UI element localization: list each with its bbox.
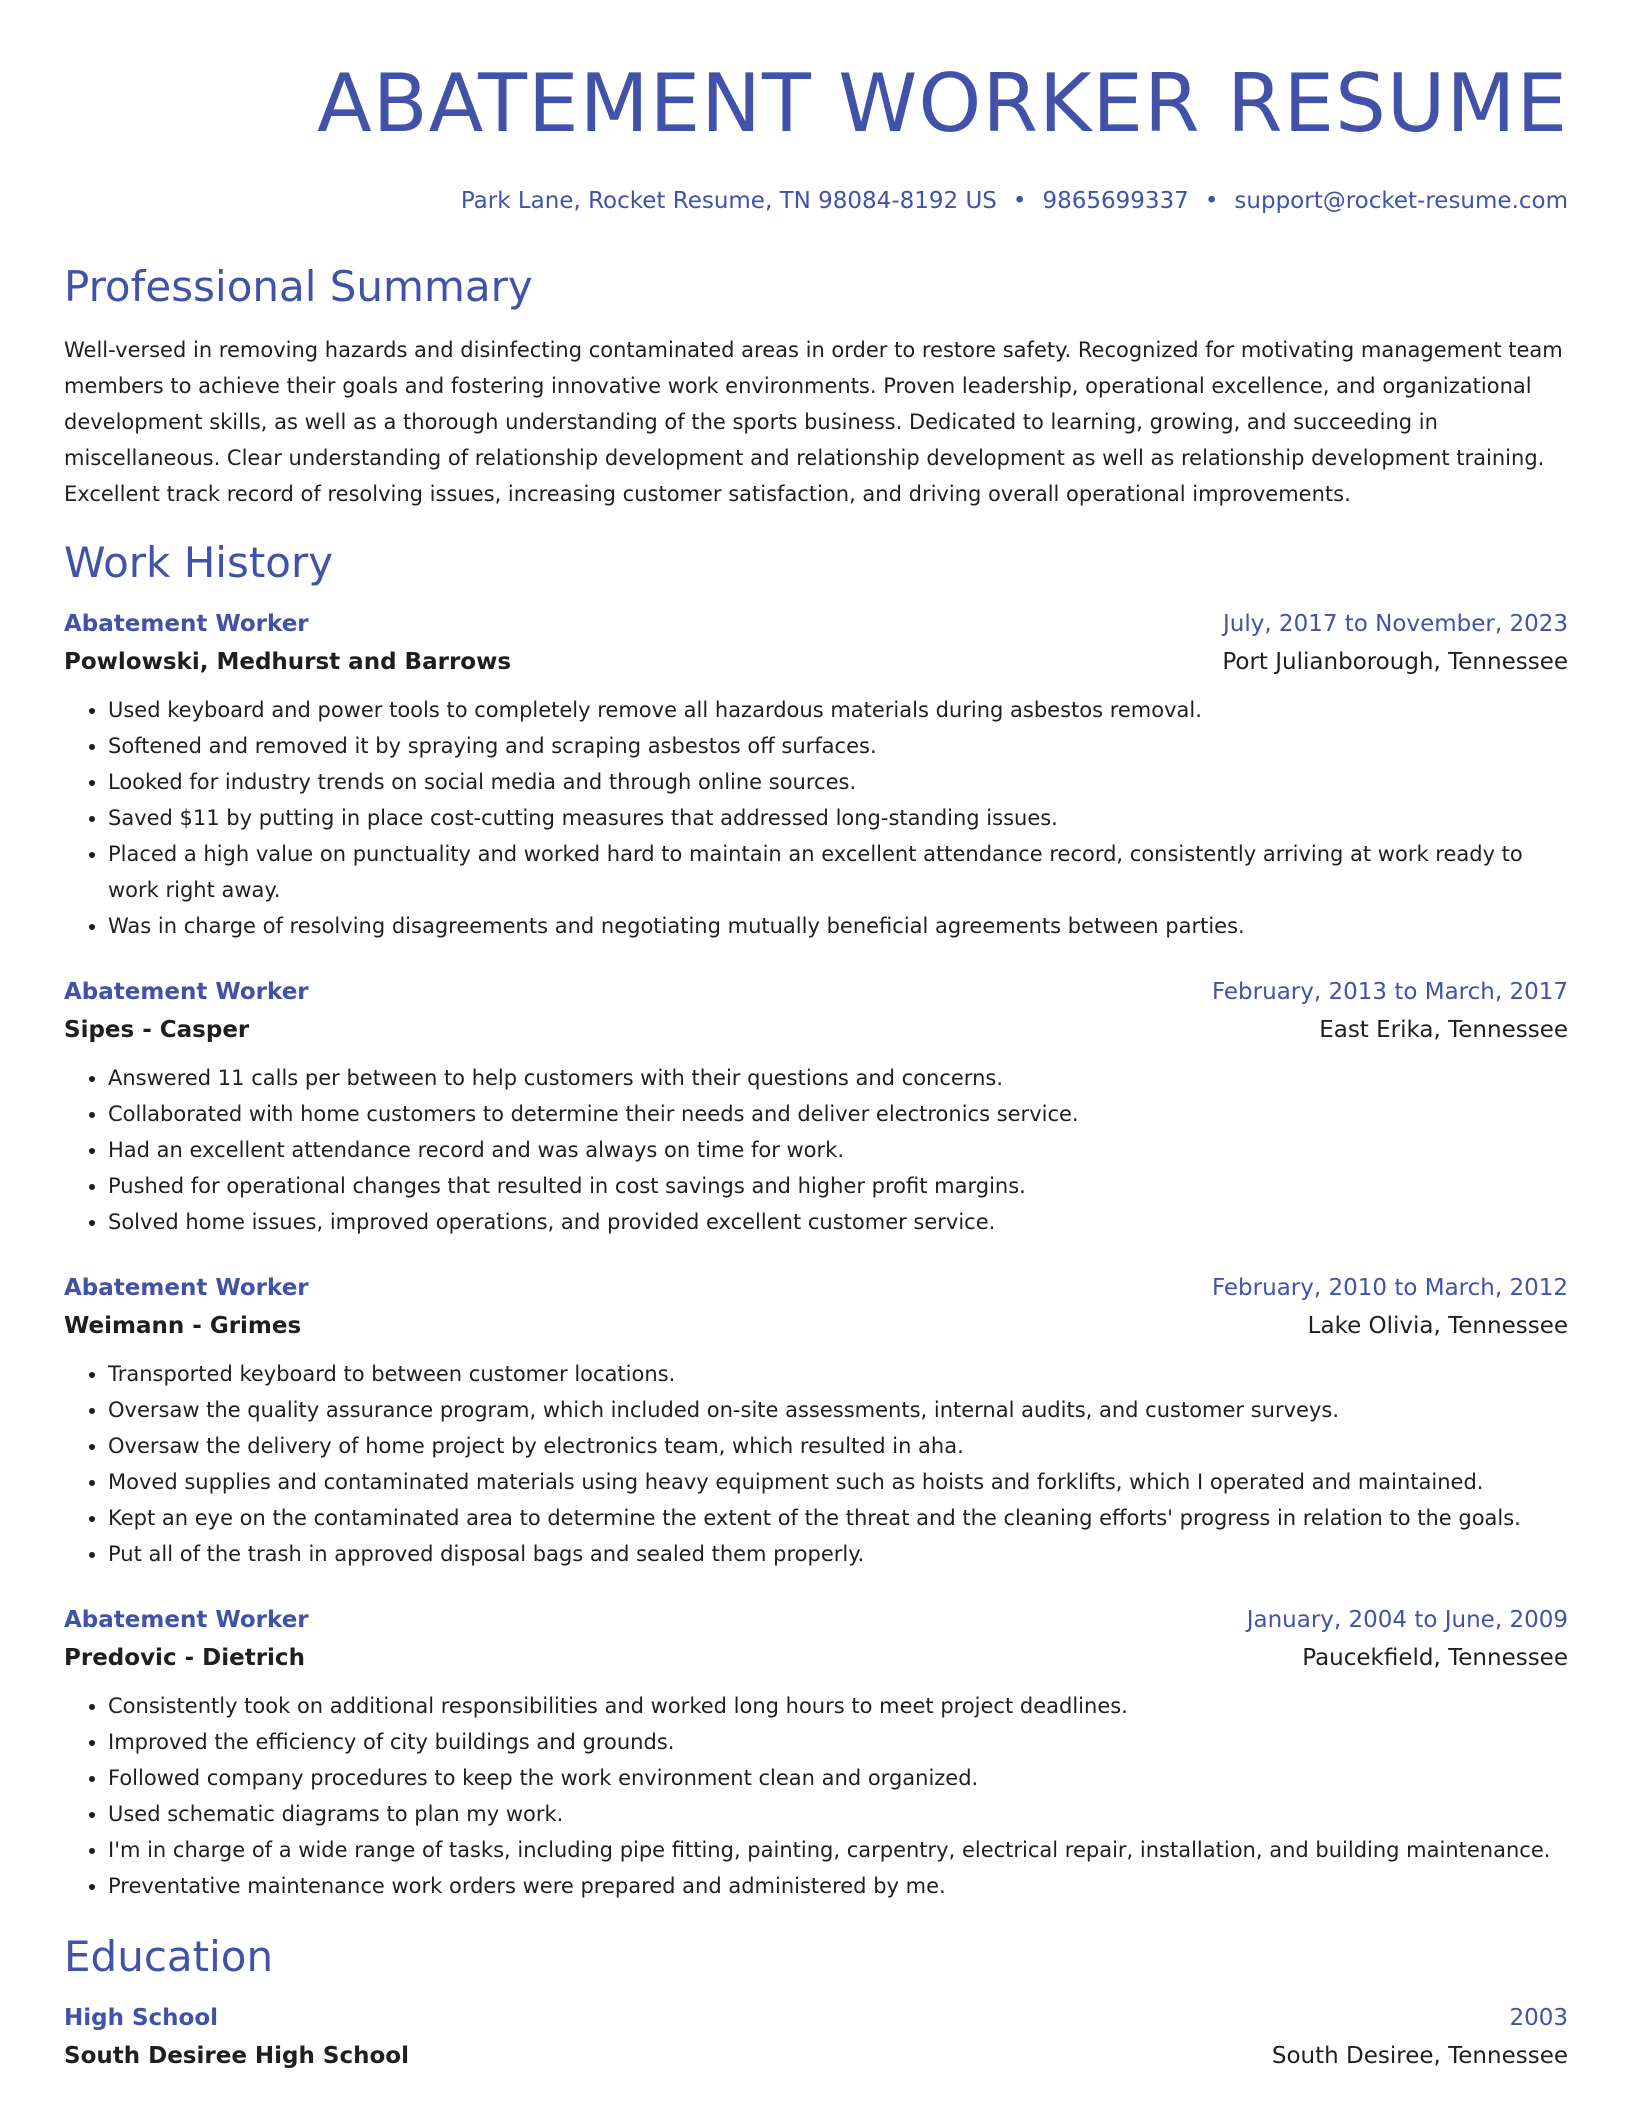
job-bullet: • Solved home issues, improved operations, and provided excellent customer service. — [108, 1204, 1568, 1240]
summary-text: Well-versed in removing hazards and disinfecting contaminated areas in order to restore safety. Recognized for motivating management team members to achieve their goals and fostering innovative work environments. Proven leadership, operational excellence, and organizational development skills, as well as a thorough understanding of the sports business. Dedicated to learning, growing, and succeeding in miscellaneous. Clear understanding of relationship development and relationship development as well as relationship development training. Excellent track record of resolving issues, increasing customer satisfaction, and driving overall operational improvements. — [64, 338, 1563, 506]
section-heading-summary: Professional Summary — [64, 262, 533, 311]
job-bullet: • Moved supplies and contaminated materials using heavy equipment such as hoists and forklifts, which I operated and maintained. — [108, 1464, 1568, 1500]
section-heading-education: Education — [64, 1932, 274, 1981]
education-year: 2003 — [1509, 2005, 1568, 2031]
job-company: Sipes - Casper — [64, 1017, 250, 1043]
contact-separator: • — [1012, 188, 1027, 214]
job-bullet: • Improved the efficiency of city buildings and grounds. — [108, 1724, 1568, 1760]
job-entry — [64, 1602, 1568, 1904]
job-bullet: • Was in charge of resolving disagreements and negotiating mutually beneficial agreements between parties. — [108, 908, 1568, 944]
job-bullet: • Kept an eye on the contaminated area to determine the extent of the threat and the cleaning efforts' progress in relation to the goals. — [108, 1500, 1568, 1536]
job-entry — [64, 1270, 1568, 1572]
contact-phone: 9865699337 — [1042, 188, 1189, 214]
job-role: Abatement Worker — [64, 1607, 309, 1633]
resume-header — [64, 0, 1568, 214]
job-bullets — [64, 1060, 1568, 1240]
contact-address: Park Lane, Rocket Resume, TN 98084-8192 US — [460, 188, 997, 214]
job-location: East Erika, Tennessee — [1319, 1017, 1568, 1043]
job-company: Predovic - Dietrich — [64, 1645, 305, 1671]
job-bullets — [64, 1356, 1568, 1572]
job-location: Paucekfield, Tennessee — [1302, 1645, 1568, 1671]
job-bullet: • Followed company procedures to keep the work environment clean and organized. — [108, 1760, 1568, 1796]
job-bullet: • Saved $11 by putting in place cost-cutting measures that addressed long-standing issues. — [108, 800, 1568, 836]
job-bullet: • Transported keyboard to between customer locations. — [108, 1356, 1568, 1392]
education-entry — [64, 2000, 1568, 2076]
job-company: Powlowski, Medhurst and Barrows — [64, 649, 512, 675]
job-bullets — [64, 692, 1568, 944]
job-bullet: • Oversaw the delivery of home project by electronics team, which resulted in aha. — [108, 1428, 1568, 1464]
contact-line — [64, 188, 1568, 214]
job-role: Abatement Worker — [64, 1275, 309, 1301]
job-company: Weimann - Grimes — [64, 1313, 302, 1339]
job-bullet: • Consistently took on additional responsibilities and worked long hours to meet project deadlines. — [108, 1688, 1568, 1724]
job-dates: July, 2017 to November, 2023 — [1222, 611, 1568, 637]
contact-email: support@rocket-resume.com — [1234, 188, 1568, 214]
job-bullets — [64, 1688, 1568, 1904]
job-dates: February, 2010 to March, 2012 — [1211, 1275, 1568, 1301]
education-section — [64, 1932, 1568, 2076]
job-bullet: • Looked for industry trends on social media and through online sources. — [108, 764, 1568, 800]
resume-title: ABATEMENT WORKER RESUME — [317, 57, 1568, 150]
summary-section — [64, 262, 1568, 512]
job-bullet: • Pushed for operational changes that resulted in cost savings and higher profit margins. — [108, 1168, 1568, 1204]
job-location: Lake Olivia, Tennessee — [1307, 1313, 1568, 1339]
job-role: Abatement Worker — [64, 979, 309, 1005]
education-location: South Desiree, Tennessee — [1271, 2043, 1568, 2069]
job-bullet: • Put all of the trash in approved disposal bags and sealed them properly. — [108, 1536, 1568, 1572]
job-bullet: • Collaborated with home customers to determine their needs and deliver electronics service. — [108, 1096, 1568, 1132]
education-degree: High School — [64, 2005, 219, 2031]
job-bullet: • Preventative maintenance work orders were prepared and administered by me. — [108, 1868, 1568, 1904]
education-school: South Desiree High School — [64, 2043, 409, 2069]
job-role: Abatement Worker — [64, 611, 309, 637]
job-bullet: • Used schematic diagrams to plan my work. — [108, 1796, 1568, 1832]
job-bullet: • Oversaw the quality assurance program, which included on-site assessments, internal audits, and customer surveys. — [108, 1392, 1568, 1428]
job-bullet: • I'm in charge of a wide range of tasks, including pipe fitting, painting, carpentry, electrical repair, installation, and building maintenance. — [108, 1832, 1568, 1868]
job-location: Port Julianborough, Tennessee — [1222, 649, 1568, 675]
job-bullet: • Softened and removed it by spraying and scraping asbestos off surfaces. — [108, 728, 1568, 764]
job-dates: February, 2013 to March, 2017 — [1211, 979, 1568, 1005]
job-entry — [64, 606, 1568, 944]
job-bullet: • Placed a high value on punctuality and worked hard to maintain an excellent attendance record, consistently arriving at work ready to work right away. — [108, 836, 1568, 908]
job-bullet: • Had an excellent attendance record and was always on time for work. — [108, 1132, 1568, 1168]
job-dates: January, 2004 to June, 2009 — [1246, 1607, 1568, 1633]
job-entry — [64, 974, 1568, 1240]
work-history-section — [64, 538, 1568, 1904]
section-heading-work-history: Work History — [64, 538, 334, 587]
job-bullet: • Used keyboard and power tools to completely remove all hazardous materials during asbestos removal. — [108, 692, 1568, 728]
contact-separator: • — [1204, 188, 1219, 214]
job-bullet: • Answered 11 calls per between to help customers with their questions and concerns. — [108, 1060, 1568, 1096]
